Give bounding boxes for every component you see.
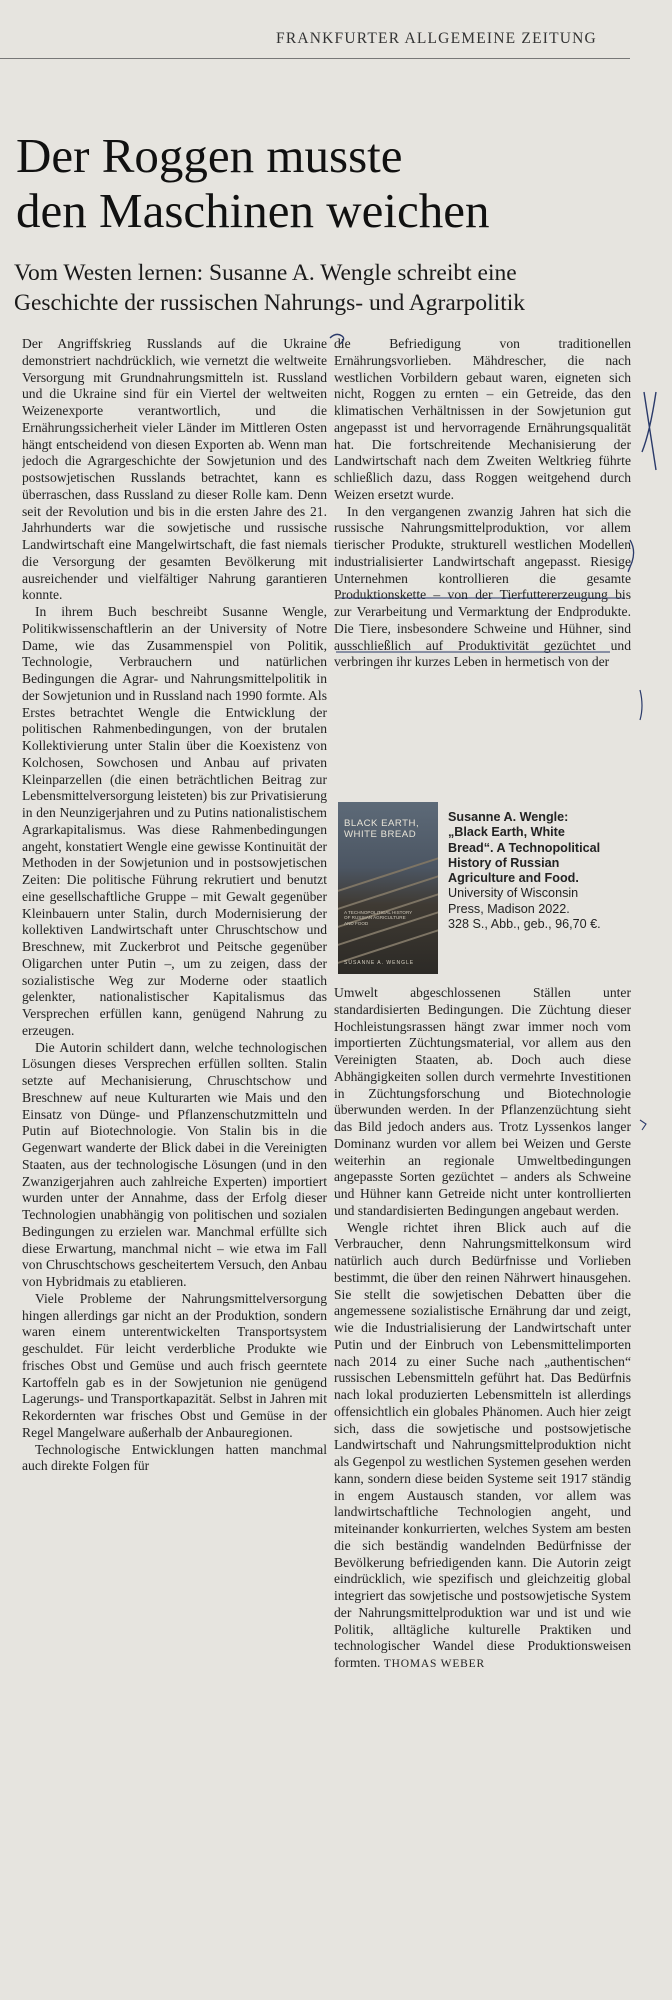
paragraph-text: Wengle richtet ihren Blick auch auf die Verbraucher, denn Nahrungsmittelkonsum wird natürlich auch durch Bedürfnisse und Vorlieben bestimmt, die über den reinen Nährwert hinausgehen. Sie stellt die sowjetischen Debatten über die angemessene sozialistische Ernährung dar und zeigt, wie die Industrialisierung der Landwirtschaft unter Putin und der Einbruch von Lebensmittelimporten nach 2014 zu einer Suche nach „authentischen“ russischen Lebensmitteln geführt hat. Das Bedürfnis nach lokal produzierten Lebensmitteln ist allerdings offensichtlich ein globales Phänomen. Auch hier zeigt sich, dass die sowjetische und postsowjetische Landwirtschaft und Nahrungsmittelproduktion nicht als Gegenpol zu westlichen Systemen gesehen werden kann, sondern diese beiden Systeme seit 1917 ständig in engem Austausch standen, vor allem was landwirtschaftliche Technologien angeht, und miteinander konkurrierten, welches System am besten die sich beständig wandelnden Bedürfnisse der Bevölkerung befriedigenden kann. Die Autorin zeigt eindrücklich, wie spezifisch und gleichzeitig global integriert das sowjetische und postsowjetische System der Nahrungsmittelproduktion war und ist und wie Politik, alltägliche kulturelle Praktiken und technologischer Wandel diese Produktionsweisen formten. <box>334 1219 631 1670</box>
book-publisher-line: Press, Madison 2022. <box>448 901 570 916</box>
article-column-right-bottom <box>334 985 631 1970</box>
subheadline-line: Vom Westen lernen: Susanne A. Wengle schreibt eine <box>14 260 517 286</box>
book-author: Susanne A. Wengle: <box>448 810 569 824</box>
pen-mark-tick <box>640 690 642 720</box>
pen-mark-cross <box>642 392 656 470</box>
book-title-line: Bread“. A Technopolitical <box>448 840 601 855</box>
book-cover-author: SUSANNE A. WENGLE <box>344 960 415 966</box>
subheadline-line: Geschichte der russischen Nahrungs- und Agrarpolitik <box>14 290 525 316</box>
book-title-line: History of Russian <box>448 855 560 870</box>
book-publisher-line: 328 S., Abb., geb., 96,70 €. <box>448 917 601 932</box>
paragraph: Die Autorin schildert dann, welche technologischen Lösungen dieses Versprechen erfüllen sollten. Stalin setzte auf Mechanisierung, Chruschtschow und Breschnew auf neue Kulturarten wie Mais und den Einsatz von Dünge- und Pflanzenschutzmitteln und Putin auf Biotechnologie. Von Stalin bis in die Gegenwart wanderte der Blick dabei in die Vereinigten Staaten, aus der technologische Lösungen (und in den Zwanzigerjahren auch zahlreiche Experten) importiert wurden unter der Annahme, dass der Erfolg dieser Technologien unabhängig von politischen und sozialen Bedingungen zu erzielen war. Manchmal erfüllte sich diese Erwartung, manchmal nicht – wie etwa im Fall von Chruschtschows gescheitertem Versuch, den Anbau von Hybridmais zu etablieren. <box>22 1039 327 1289</box>
pen-mark-margin <box>640 1120 646 1130</box>
byline: THOMAS WEBER <box>383 1658 485 1670</box>
headline <box>16 128 636 238</box>
paragraph: In den vergangenen zwanzig Jahren hat sich die russische Nahrungsmittelproduktion, vor allem tierischer Produkte, strukturell westlichen Modellen industrialisierter Landwirtschaft angepasst. Riesige Unternehmen kontrollieren die gesamte Produktionskette – von der Tierfuttererzeugung bis zur Verarbeitung und Vermarktung der Endprodukte. Die Tiere, insbesondere Schweine und Hühner, sind ausschließlich auf Produktivität gezüchtet und verbringen ihr kurzes Leben in hermetisch von der <box>334 503 631 670</box>
headline-line: Der Roggen musste <box>16 128 403 183</box>
paragraph: Viele Probleme der Nahrungsmittelversorgung hingen allerdings gar nicht an der Produktion, sondern waren einem unterentwickelten Transportsystem geschuldet. Für leicht verderbliche Produkte wie frisches Obst und Gemüse und auch frisch geerntete Kartoffeln gab es in der Sowjetunion nie genügend Lagerungs- und Transportkapazität. Selbst in Jahren mit Rekordernten war frisches Obst und Gemüse in der Regel Mangelware außerhalb der Anbauregionen. <box>22 1290 327 1440</box>
paragraph: Umwelt abgeschlossenen Ställen unter standardisierten Bedingungen. Die Züchtung dieser Hochleistungsrassen hängt zwar immer noch vom importierten Züchtungsmaterial, vor allem aus den Vereinigten Staaten, ab. Doch auch diese Abhängigkeiten sollen durch vermehrte Investitionen in Züchtungsforschung und Biotechnologie überwunden werden. In der Pflanzenzüchtung sieht das Bild jedoch anders aus. Trotz Lyssenkos langer Dominanz wurden vor allem bei Weizen und Gerste weiterhin an regionale Umweltbedingungen angepasste Sorten gezüchtet – anders als Schweine und Hühner kann Getreide nicht unter kontrollierten und standardisierten Bedingungen angebaut werden. <box>334 985 631 1218</box>
book-details <box>448 810 638 932</box>
paragraph: die Befriedigung von traditionellen Ernährungsvorlieben. Mähdrescher, die nach westlichen Vorbildern gebaut waren, eigneten sich nicht, Roggen zu ernten – ein Getreide, das den klimatischen Verhältnissen in der Sowjetunion gut angepasst ist und hervorragende Ernährungsqualität hat. Die fortschreitende Mechanisierung der Landwirtschaft nach dem Zweiten Weltkrieg führte schließlich dazu, dass Roggen weitgehend durch Weizen ersetzt wurde. <box>334 336 631 502</box>
article-column-right-top <box>334 336 631 800</box>
book-info-box <box>334 802 634 980</box>
book-cover-title: BLACK EARTH, WHITE BREAD <box>344 818 420 840</box>
book-cover <box>338 802 438 974</box>
subheadline <box>14 258 654 318</box>
masthead: FRANKFURTER ALLGEMEINE ZEITUNG <box>276 30 597 47</box>
book-title-line: Agriculture and Food. <box>448 871 579 886</box>
paragraph: In ihrem Buch beschreibt Susanne Wengle, Politikwissenschaftlerin an der University of Notre Dame, wie das Zusammenspiel von Politik, Technologie, Verbrauchern und natürlichen Bedingungen die Agrar- und Nahrungsmittelpolitik in der Sowjetunion und in Russland nach 1990 formte. Als Erstes betrachtet Wengle die Entwicklung der politischen Rahmenbedingungen, von der brutalen Kollektivierung unter Stalin über die Koexistenz von Kolchosen, Sowchosen und Anbau auf privaten Kleinparzellen (die einen beträchtlichen Beitrag zur Lebensmittelversorgung leisteten) bis zur Privatisierung in den Neunzigerjahren und zu Putins nationalistischem Agrarkapitalismus. Was diese Rahmenbedingungen angeht, konstatiert Wengle eine gewisse Kontinuität der Methoden in der Sowjetunion und in postsowjetischen Zeiten: Die politische Führung rekrutiert und benutzt eine gesellschaftliche Gruppe – mit Gewalt gegenüber Kleinbauern unter Stalin, durch Modernisierung der kollektiven Landwirtschaft unter Chruschtschow und Breschnew, mit Zuckerbrot und Peitsche gegenüber Oligarchen unter Putin –, um zu zeigen, dass der sozialistische Weg zur Moderne oder staatlich gelenkter, nationalistischer Kapitalismus das Versprechen erfüllen kann, genügend Nahrung zu erzeugen. <box>22 604 327 1038</box>
paragraph <box>334 1220 631 1673</box>
masthead-rule <box>0 58 630 59</box>
book-cover-subtitle: A TECHNOPOLITICAL HISTORY OF RUSSIAN AGRICULTURE AND FOOD <box>344 910 413 926</box>
book-title-line: „Black Earth, White <box>448 825 565 840</box>
book-publisher-line: University of Wisconsin <box>448 886 579 901</box>
paragraph: Technologische Entwicklungen hatten manchmal auch direkte Folgen für <box>22 1441 327 1474</box>
paragraph: Der Angriffskrieg Russlands auf die Ukraine demonstriert nachdrücklich, wie vernetzt die weltweite Versorgung mit Grundnahrungsmitteln ist. Russland und die Ukraine sind für ein Viertel der weltweiten Weizenexporte verantwortlich, und die Ernährungssicherheit vieler Länder im Mittleren Osten hängt entscheidend von diesen Exporten ab. Wenn man jedoch die Agrargeschichte der Sowjetunion und des postsowjetischen Russlands betrachtet, kann es überraschen, dass Russland zu dieser Rolle kam. Denn seit der Revolution und bis in die ersten Jahre des 21. Jahrhunderts war die sowjetische und russische Landwirtschaft eine Mangelwirtschaft, die fast niemals die Versorgung der gesamten Bevölkerung mit ausreichender und vielfältiger Nahrung garantieren konnte. <box>22 336 327 603</box>
article-column-left <box>22 336 327 1966</box>
headline-line: den Maschinen weichen <box>16 183 490 238</box>
